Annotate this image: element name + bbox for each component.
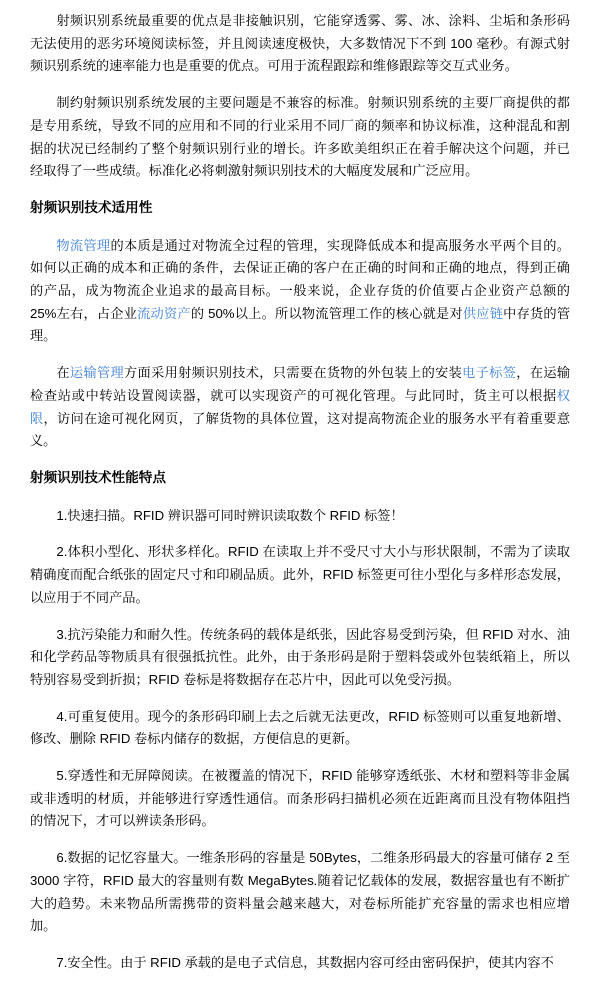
list-item: 5.穿透性和无屏障阅读。在被覆盖的情况下，RFID 能够穿透纸张、木材和塑料等非金属或非透明的材质，并能够进行穿透性通信。而条形码扫描机必须在近距离而且没有物体阻挡的情况下，才可以辨读条形码。	[30, 768, 570, 829]
link-supply-chain[interactable]: 供应链	[462, 305, 504, 321]
paragraph-transport-text-3: ，访问在途可视化网页，了解货物的具体位置，这对提高物流企业的服务水平有着重要意义。	[30, 410, 571, 449]
paragraph-logistics-text-3: 的 50%以上。所以物流管理工作的核心就是对	[190, 305, 463, 321]
list-item: 2.体积小型化、形状多样化。RFID 在读取上并不受尺寸大小与形状限制，不需为了读取精确度而配合纸张的固定尺寸和印刷品质。此外，RFID 标签更可往小型化与多样形态发展，以应用于不同产品。	[30, 544, 570, 605]
link-logistics-management[interactable]: 物流管理	[56, 237, 111, 253]
paragraph-advantages: 射频识别系统最重要的优点是非接触识别，它能穿透雾、雾、冰、涂料、尘垢和条形码无法使用的恶劣环境阅读标签，并且阅读速度极快，大多数情况下不到 100 毫秒。有源式射频识别系统的速率能力也是重要的优点。可用于流程跟踪和维修跟踪等交互式业务。	[30, 13, 570, 74]
list-item: 1.快速扫描。RFID 辨识器可同时辨识读取数个 RFID 标签！	[56, 507, 404, 523]
list-item: 7.安全性。由于 RFID 承载的是电子式信息，其数据内容可经由密码保护，使其内容不	[56, 955, 554, 970]
paragraph-transport-text-1: 方面采用射频识别技术，只需要在货物的外包装上的安装	[124, 365, 463, 381]
section-heading-performance: 射频识别技术性能特点	[30, 470, 166, 485]
section-heading-applicability: 射频识别技术适用性	[30, 199, 153, 215]
list-item: 6.数据的记忆容量大。一维条形码的容量是 50Bytes，二维条形码最大的容量可储存 2 至 3000 字符，RFID 最大的容量则有数 MegaBytes.随着记忆载体的发展，数据容量也有不断扩大的趋势。未来物品所需携带的资料量会越来越大，对卷标所能扩充容量的需求也相应增加。	[30, 850, 570, 934]
link-electronic-tag[interactable]: 电子标签	[462, 365, 517, 381]
list-item: 4.可重复使用。现今的条形码印刷上去之后就无法更改，RFID 标签则可以重复地新增、修改、删除 RFID 卷标内储存的数据，方便信息的更新。	[30, 708, 570, 747]
paragraph-transport-text-2: ，在运输检查站或中转站设置阅读器，就可以实现资产的可视化管理。与此同时，货主可以根据	[30, 365, 571, 403]
paragraph-transport-text-0: 在	[56, 365, 70, 381]
link-current-assets[interactable]: 流动资产	[137, 305, 191, 321]
paragraph-logistics-text-4: 中存货的管理。	[30, 305, 571, 344]
paragraph-standards: 制约射频识别系统发展的主要问题是不兼容的标准。射频识别系统的主要厂商提供的都是专用系统，导致不同的应用和不同的行业采用不同厂商的频率和协议标准，这种混乱和割据的状况已经制约了整个射频识别行业的增长。许多欧美组织正在着手解决这个问题，并已经取得了一些成绩。标准化必将刺激射频识别技术的大幅度发展和广泛应用。	[30, 95, 570, 179]
link-permission[interactable]: 权限	[30, 387, 570, 426]
paragraph-transport	[30, 362, 570, 453]
paragraph-logistics-text-1: 的本质是通过对物流全过程的管理，实现降低成本和提高服务水平两个目的。如何以正确的成本和正确的条件，去保证正确的客户在正确的时间和正确的地点，得到正确的产品，成为物流企业追求的最高目标。一般来说，企业存货的价值要占企业资产总额的	[30, 237, 571, 299]
link-transport-management[interactable]: 运输管理	[69, 365, 125, 381]
paragraph-logistics	[30, 235, 570, 349]
list-item: 3.抗污染能力和耐久性。传统条码的载体是纸张，因此容易受到污染，但 RFID 对水、油和化学药品等物质具有很强抵抗性。此外，由于条形码是附于塑料袋或外包装纸箱上，所以特别容易受到折损；RFID 卷标是将数据存在芯片中，因此可以免受污损。	[30, 626, 570, 687]
paragraph-logistics-text-2: 25%左右，占企业	[30, 305, 138, 321]
